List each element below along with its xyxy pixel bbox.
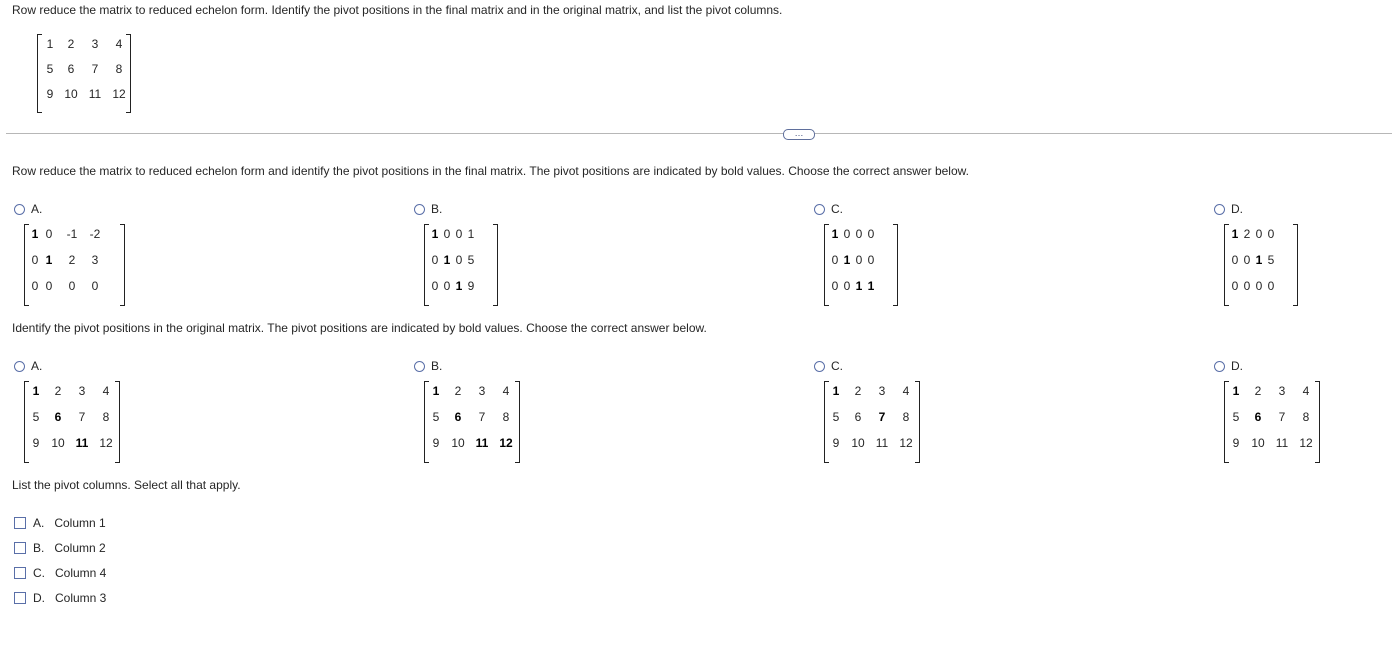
checkbox[interactable] bbox=[14, 567, 26, 579]
matrix-entry: 9 bbox=[832, 436, 840, 450]
part3-option-c[interactable] bbox=[14, 566, 106, 580]
matrix-entry: 1 bbox=[855, 279, 863, 293]
part3-option-b[interactable] bbox=[14, 541, 106, 555]
matrix-entry: 0 bbox=[443, 227, 451, 241]
matrix-right-bracket bbox=[493, 224, 498, 306]
matrix-entry: 0 bbox=[91, 279, 99, 293]
matrix-entry: 0 bbox=[843, 227, 851, 241]
matrix-entry: 0 bbox=[1255, 279, 1263, 293]
matrix-entry: 0 bbox=[431, 253, 439, 267]
matrix-entry: 9 bbox=[1232, 436, 1240, 450]
matrix-entry: 1 bbox=[32, 384, 40, 398]
matrix-entry: 1 bbox=[832, 384, 840, 398]
part1-option-b[interactable] bbox=[414, 202, 442, 216]
matrix-entry: 0 bbox=[831, 253, 839, 267]
option-letter: D. bbox=[1231, 359, 1243, 373]
matrix-entry: 11 bbox=[75, 436, 89, 450]
matrix-entry: 11 bbox=[875, 436, 889, 450]
part2-option-d[interactable] bbox=[1214, 359, 1243, 373]
part1-prompt: Row reduce the matrix to reduced echelon form and identify the pivot positions in the final matrix. The pivot positions are indicated by bold values. Choose the correct answer below. bbox=[12, 164, 969, 178]
matrix-entry: 0 bbox=[455, 253, 463, 267]
matrix-entry: 3 bbox=[478, 384, 486, 398]
matrix-entry: 2 bbox=[1243, 227, 1251, 241]
part2-option-c[interactable] bbox=[814, 359, 843, 373]
matrix-right-bracket bbox=[1293, 224, 1298, 306]
matrix-entry: 12 bbox=[1299, 436, 1313, 450]
radio-button[interactable] bbox=[1214, 361, 1225, 372]
matrix-entry: 0 bbox=[45, 227, 53, 241]
matrix-entry: 0 bbox=[31, 279, 39, 293]
part1-option-matrix bbox=[24, 224, 125, 306]
matrix-entry: 7 bbox=[78, 410, 86, 424]
matrix-entry: 5 bbox=[832, 410, 840, 424]
matrix-entry: 7 bbox=[878, 410, 886, 424]
matrix-entry: 0 bbox=[867, 253, 875, 267]
part1-option-c[interactable] bbox=[814, 202, 843, 216]
radio-button[interactable] bbox=[414, 204, 425, 215]
option-letter: B. bbox=[33, 541, 45, 555]
option-letter: C. bbox=[33, 566, 45, 580]
part1-option-matrix bbox=[424, 224, 498, 306]
option-letter: B. bbox=[431, 359, 443, 373]
option-label: Column 3 bbox=[55, 591, 107, 605]
radio-button[interactable] bbox=[814, 204, 825, 215]
matrix-entry: 0 bbox=[1267, 279, 1275, 293]
matrix-entry: 0 bbox=[831, 279, 839, 293]
matrix-entry: 1 bbox=[467, 227, 475, 241]
matrix-entry: 0 bbox=[45, 279, 53, 293]
matrix-entry: 8 bbox=[902, 410, 910, 424]
radio-button[interactable] bbox=[814, 361, 825, 372]
matrix-entry: 4 bbox=[115, 37, 123, 51]
matrix-entry: 9 bbox=[46, 87, 54, 101]
matrix-entry: 9 bbox=[32, 436, 40, 450]
matrix-entry: 12 bbox=[899, 436, 913, 450]
matrix-entry: 2 bbox=[67, 37, 75, 51]
matrix-entry: 7 bbox=[1278, 410, 1286, 424]
option-letter: D. bbox=[1231, 202, 1243, 216]
matrix-entry: 1 bbox=[443, 253, 451, 267]
matrix-entry: 0 bbox=[68, 279, 76, 293]
matrix-entry: 0 bbox=[843, 279, 851, 293]
part1-option-matrix bbox=[824, 224, 898, 306]
option-letter: A. bbox=[31, 202, 43, 216]
matrix-entry: 5 bbox=[1232, 410, 1240, 424]
matrix-entry: 10 bbox=[451, 436, 465, 450]
matrix-entry: 6 bbox=[454, 410, 462, 424]
option-letter: A. bbox=[33, 516, 45, 530]
matrix-entry: 0 bbox=[1243, 253, 1251, 267]
matrix-entry: 3 bbox=[878, 384, 886, 398]
matrix-entry: 1 bbox=[431, 227, 439, 241]
matrix-entry: 5 bbox=[32, 410, 40, 424]
matrix-entry: 7 bbox=[478, 410, 486, 424]
part1-option-d[interactable] bbox=[1214, 202, 1243, 216]
matrix-entry: 4 bbox=[102, 384, 110, 398]
part2-option-matrix bbox=[824, 381, 920, 463]
option-label: Column 2 bbox=[54, 541, 106, 555]
radio-button[interactable] bbox=[414, 361, 425, 372]
matrix-entry: 8 bbox=[502, 410, 510, 424]
option-letter: A. bbox=[31, 359, 43, 373]
matrix-entry: 1 bbox=[867, 279, 875, 293]
part2-option-b[interactable] bbox=[414, 359, 442, 373]
matrix-entry: 5 bbox=[432, 410, 440, 424]
part1-option-matrix bbox=[1224, 224, 1298, 306]
matrix-entry: 5 bbox=[467, 253, 475, 267]
option-label: Column 1 bbox=[54, 516, 106, 530]
radio-button[interactable] bbox=[14, 204, 25, 215]
matrix-entry: 1 bbox=[45, 253, 53, 267]
matrix-entry: 12 bbox=[112, 87, 126, 101]
matrix-entry: 4 bbox=[902, 384, 910, 398]
matrix-entry: 6 bbox=[1254, 410, 1262, 424]
matrix-entry: 4 bbox=[502, 384, 510, 398]
matrix-entry: 0 bbox=[431, 279, 439, 293]
matrix-entry: 11 bbox=[88, 87, 102, 101]
matrix-entry: 3 bbox=[91, 253, 99, 267]
matrix-entry: 0 bbox=[443, 279, 451, 293]
part2-option-matrix bbox=[1224, 381, 1320, 463]
matrix-entry: 0 bbox=[855, 253, 863, 267]
matrix-entry: 11 bbox=[475, 436, 489, 450]
matrix-entry: 5 bbox=[1267, 253, 1275, 267]
matrix-entry: 8 bbox=[1302, 410, 1310, 424]
matrix-entry: 0 bbox=[1231, 279, 1239, 293]
option-letter: D. bbox=[33, 591, 45, 605]
matrix-entry: 3 bbox=[1278, 384, 1286, 398]
matrix-entry: 1 bbox=[1255, 253, 1263, 267]
question-matrix-grid bbox=[37, 34, 131, 113]
matrix-entry: 1 bbox=[843, 253, 851, 267]
question-prompt: Row reduce the matrix to reduced echelon form. Identify the pivot positions in the final matrix and in the original matrix, and list the pivot columns. bbox=[12, 3, 783, 17]
matrix-entry: 2 bbox=[68, 253, 76, 267]
more-button[interactable]: … bbox=[783, 129, 815, 140]
part1-option-a[interactable] bbox=[14, 202, 42, 216]
matrix-entry: 1 bbox=[1232, 384, 1240, 398]
part2-prompt: Identify the pivot positions in the original matrix. The pivot positions are indicated by bold values. Choose the correct answer below. bbox=[12, 321, 707, 335]
matrix-entry: 12 bbox=[99, 436, 113, 450]
part3-option-d[interactable] bbox=[14, 591, 106, 605]
matrix-entry: 0 bbox=[867, 227, 875, 241]
matrix-entry: 8 bbox=[115, 62, 123, 76]
matrix-entry: -1 bbox=[66, 227, 78, 241]
matrix-entry: 2 bbox=[1254, 384, 1262, 398]
checkbox[interactable] bbox=[14, 542, 26, 554]
matrix-entry: 10 bbox=[51, 436, 65, 450]
matrix-entry: 7 bbox=[91, 62, 99, 76]
checkbox[interactable] bbox=[14, 517, 26, 529]
option-label: Column 4 bbox=[55, 566, 107, 580]
matrix-entry: 12 bbox=[499, 436, 513, 450]
matrix-entry: 2 bbox=[454, 384, 462, 398]
matrix-entry: 2 bbox=[854, 384, 862, 398]
matrix-entry: 3 bbox=[91, 37, 99, 51]
matrix-entry: 0 bbox=[1255, 227, 1263, 241]
option-letter: B. bbox=[431, 202, 443, 216]
matrix-entry: 1 bbox=[455, 279, 463, 293]
matrix-entry: 1 bbox=[46, 37, 54, 51]
part2-option-matrix bbox=[24, 381, 120, 463]
matrix-entry: 6 bbox=[54, 410, 62, 424]
matrix-right-bracket bbox=[120, 224, 125, 306]
matrix-entry: 10 bbox=[851, 436, 865, 450]
matrix-entry: 11 bbox=[1275, 436, 1289, 450]
matrix-entry: 4 bbox=[1302, 384, 1310, 398]
matrix-entry: 0 bbox=[455, 227, 463, 241]
part2-option-a[interactable] bbox=[14, 359, 42, 373]
checkbox[interactable] bbox=[14, 592, 26, 604]
matrix-entry: 2 bbox=[54, 384, 62, 398]
radio-button[interactable] bbox=[1214, 204, 1225, 215]
matrix-entry: 9 bbox=[467, 279, 475, 293]
matrix-entry: 1 bbox=[432, 384, 440, 398]
matrix-entry: 1 bbox=[31, 227, 39, 241]
matrix-entry: 0 bbox=[1243, 279, 1251, 293]
matrix-entry: 6 bbox=[854, 410, 862, 424]
matrix-entry: 3 bbox=[78, 384, 86, 398]
part3-prompt: List the pivot columns. Select all that apply. bbox=[12, 478, 241, 492]
matrix-entry: 8 bbox=[102, 410, 110, 424]
matrix-entry: 6 bbox=[67, 62, 75, 76]
matrix-entry: -2 bbox=[89, 227, 101, 241]
matrix-entry: 1 bbox=[1231, 227, 1239, 241]
matrix-entry: 5 bbox=[46, 62, 54, 76]
part2-option-matrix bbox=[424, 381, 520, 463]
radio-button[interactable] bbox=[14, 361, 25, 372]
matrix-entry: 0 bbox=[1231, 253, 1239, 267]
matrix-entry: 1 bbox=[831, 227, 839, 241]
matrix-entry: 0 bbox=[855, 227, 863, 241]
matrix-entry: 10 bbox=[1251, 436, 1265, 450]
part3-option-a[interactable] bbox=[14, 516, 106, 530]
option-letter: C. bbox=[831, 202, 843, 216]
matrix-entry: 0 bbox=[1267, 227, 1275, 241]
option-letter: C. bbox=[831, 359, 843, 373]
matrix-entry: 10 bbox=[64, 87, 78, 101]
matrix-entry: 0 bbox=[31, 253, 39, 267]
section-divider bbox=[6, 133, 1392, 134]
matrix-right-bracket bbox=[893, 224, 898, 306]
matrix-entry: 9 bbox=[432, 436, 440, 450]
